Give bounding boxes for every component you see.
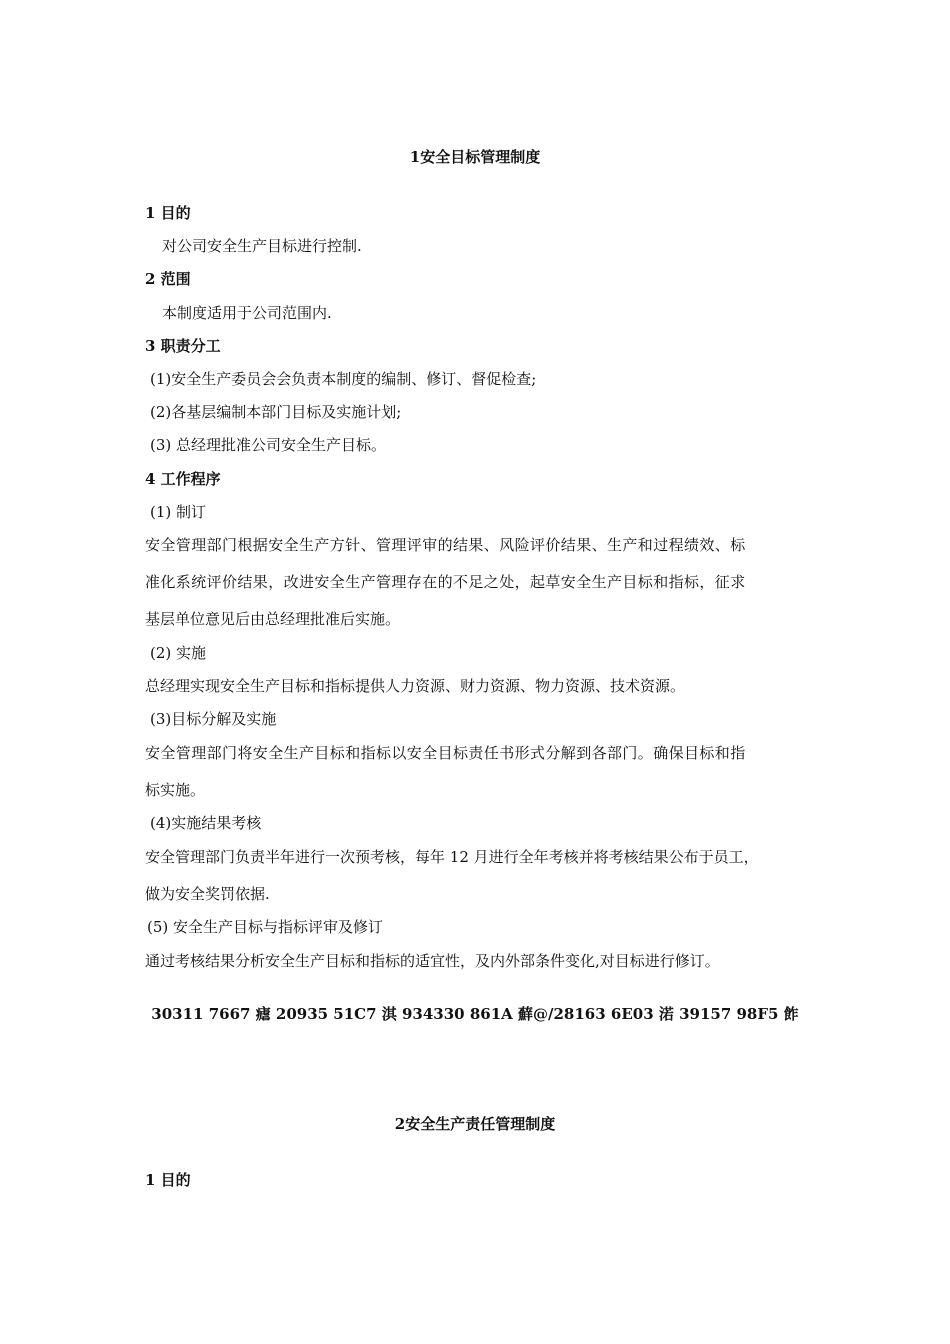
scope-text: 本制度适用于公司范围内. (162, 304, 332, 322)
step-2-label: (2) 实施 (150, 644, 207, 662)
section-2-heading-purpose: 1 目的 (145, 1171, 191, 1189)
step-3-line-1: 安全管理部门将安全生产目标和指标以安全目标责任书形式分解到各部门。确保目标和指 (145, 744, 746, 762)
duty-item-2: (2)各基层编制本部门目标及实施计划; (150, 403, 402, 421)
section-1-title: 1安全目标管理制度 (409, 148, 541, 166)
step-2-text: 总经理实现安全生产目标和指标提供人力资源、财力资源、物力资源、技术资源。 (145, 677, 686, 695)
code-line: 30311 7667 瘧 20935 51C7 淇 934330 861A 蘚@/28163 6E03 渃 39157 98F5 飵 (151, 1005, 799, 1023)
heading-purpose: 1 目的 (145, 204, 191, 222)
heading-scope: 2 范围 (145, 270, 191, 288)
duty-item-3: (3) 总经理批准公司安全生产目标。 (150, 436, 387, 454)
step-3-label: (3)目标分解及实施 (150, 710, 277, 728)
step-4-line-2: 做为安全奖罚依据. (145, 885, 270, 903)
step-3-line-2: 标实施。 (145, 781, 206, 799)
step-4-line-1: 安全管理部门负责半年进行一次预考核，每年 12 月进行全年考核并将考核结果公布于员工， (145, 848, 759, 866)
step-1-line-2: 准化系统评价结果，改进安全生产管理存在的不足之处，起草安全生产目标和指标，征求 (145, 573, 746, 591)
duty-item-1: (1)安全生产委员会会负责本制度的编制、修订、督促检查; (150, 370, 537, 388)
step-1-line-3: 基层单位意见后由总经理批准后实施。 (145, 610, 401, 628)
heading-procedure: 4 工作程序 (145, 470, 221, 488)
purpose-text: 对公司安全生产目标进行控制. (162, 237, 362, 255)
step-5-text: 通过考核结果分析安全生产目标和指标的适宜性，及内外部条件变化,对目标进行修订。 (145, 952, 720, 970)
step-1-line-1: 安全管理部门根据安全生产方针、管理评审的结果、风险评价结果、生产和过程绩效、标 (145, 536, 746, 554)
heading-duties: 3 职责分工 (145, 337, 221, 355)
step-1-label: (1) 制订 (150, 503, 207, 521)
step-5-label: (5) 安全生产目标与指标评审及修订 (147, 918, 384, 936)
step-4-label: (4)实施结果考核 (150, 814, 262, 832)
section-2-title: 2安全生产责任管理制度 (394, 1115, 556, 1133)
